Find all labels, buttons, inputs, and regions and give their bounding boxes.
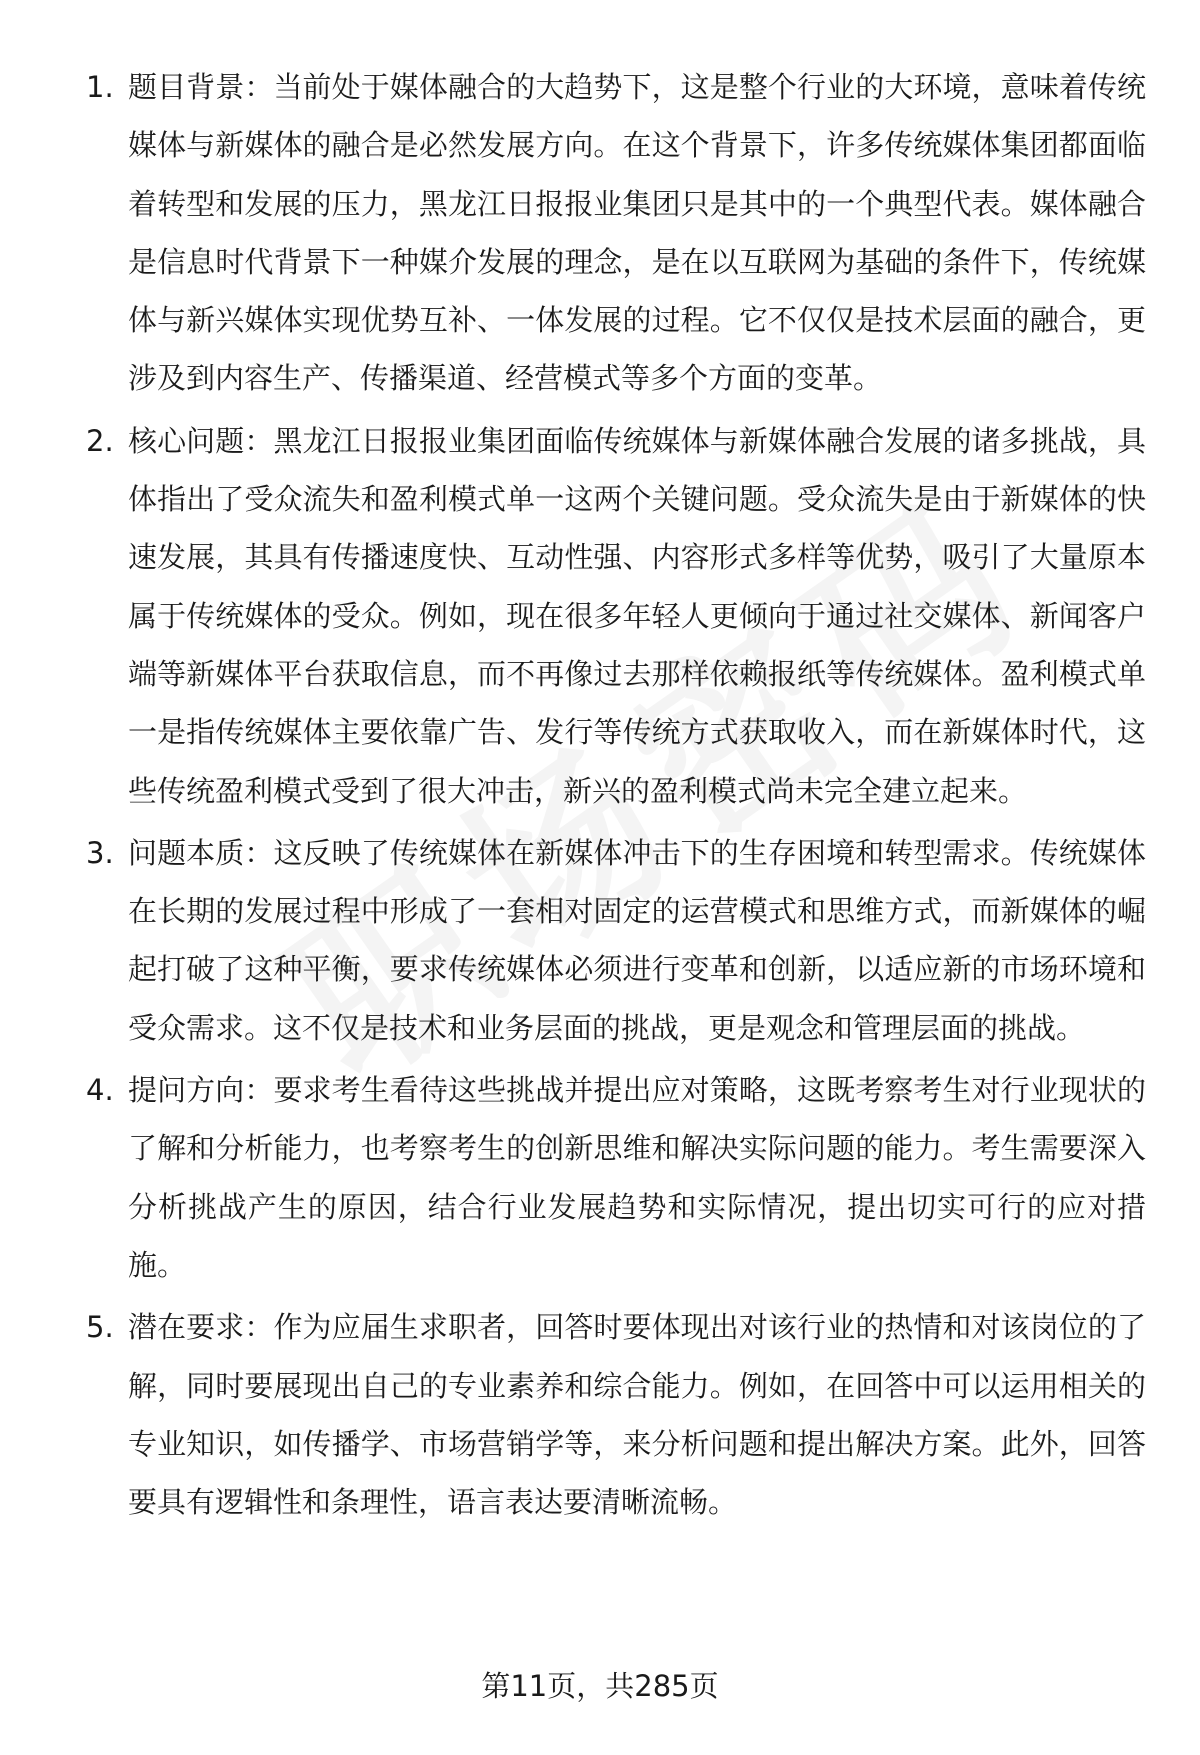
list-item-number: 5.: [86, 1310, 114, 1345]
list-item-text: 题目背景：当前处于媒体融合的大趋势下，这是整个行业的大环境，意味着传统媒体与新媒体的融合是必然发展方向。在这个背景下，许多传统媒体集团都面临着转型和发展的压力，黑龙江日报报业集团只是其中的一个典型代表。媒体融合是信息时代背景下一种媒介发展的理念，是在以互联网为基础的条件下，传统媒体与新兴媒体实现优势互补、一体发展的过程。它不仅仅是技术层面的融合，更涉及到内容生产、传播渠道、经营模式等多个方面的变革。: [128, 70, 1146, 396]
list-item-text: 问题本质：这反映了传统媒体在新媒体冲击下的生存困境和转型需求。传统媒体在长期的发展过程中形成了一套相对固定的运营模式和思维方式，而新媒体的崛起打破了这种平衡，要求传统媒体必须进行变革和创新，以适应新的市场环境和受众需求。这不仅是技术和业务层面的挑战，更是观念和管理层面的挑战。: [128, 835, 1146, 1045]
list-item-number: 1.: [86, 70, 114, 104]
page-number: 第11页，共285页: [481, 1669, 719, 1703]
list-item-number: 3.: [86, 835, 114, 870]
list-item-text: 提问方向：要求考生看待这些挑战并提出应对策略，这既考察考生对行业现状的了解和分析能力，也考察考生的创新思维和解决实际问题的能力。考生需要深入分析挑战产生的原因，结合行业发展趋势和实际情况，提出切实可行的应对措施。: [128, 1073, 1146, 1282]
analysis-list: [0, 58, 1200, 1535]
list-item-number: 4.: [86, 1073, 114, 1108]
list-item-number: 2.: [86, 423, 114, 458]
list-item: [0, 412, 1200, 820]
list-item: [0, 58, 1200, 408]
list-item: [0, 1061, 1200, 1294]
list-item: [0, 824, 1200, 1057]
list-item: [0, 1298, 1200, 1531]
list-item-text: 潜在要求：作为应届生求职者，回答时要体现出对该行业的热情和对该岗位的了解，同时要展现出自己的专业素养和综合能力。例如，在回答中可以运用相关的专业知识，如传播学、市场营销学等，来分析问题和提出解决方案。此外，回答要具有逻辑性和条理性，语言表达要清晰流畅。: [128, 1310, 1146, 1520]
list-item-text: 核心问题：黑龙江日报报业集团面临传统媒体与新媒体融合发展的诸多挑战，具体指出了受众流失和盈利模式单一这两个关键问题。受众流失是由于新媒体的快速发展，其具有传播速度快、互动性强、内容形式多样等优势，吸引了大量原本属于传统媒体的受众。例如，现在很多年轻人更倾向于通过社交媒体、新闻客户端等新媒体平台获取信息，而不再像过去那样依赖报纸等传统媒体。盈利模式单一是指传统媒体主要依靠广告、发行等传统方式获取收入，而在新媒体时代，这些传统盈利模式受到了很大冲击，新兴的盈利模式尚未完全建立起来。: [128, 423, 1146, 808]
